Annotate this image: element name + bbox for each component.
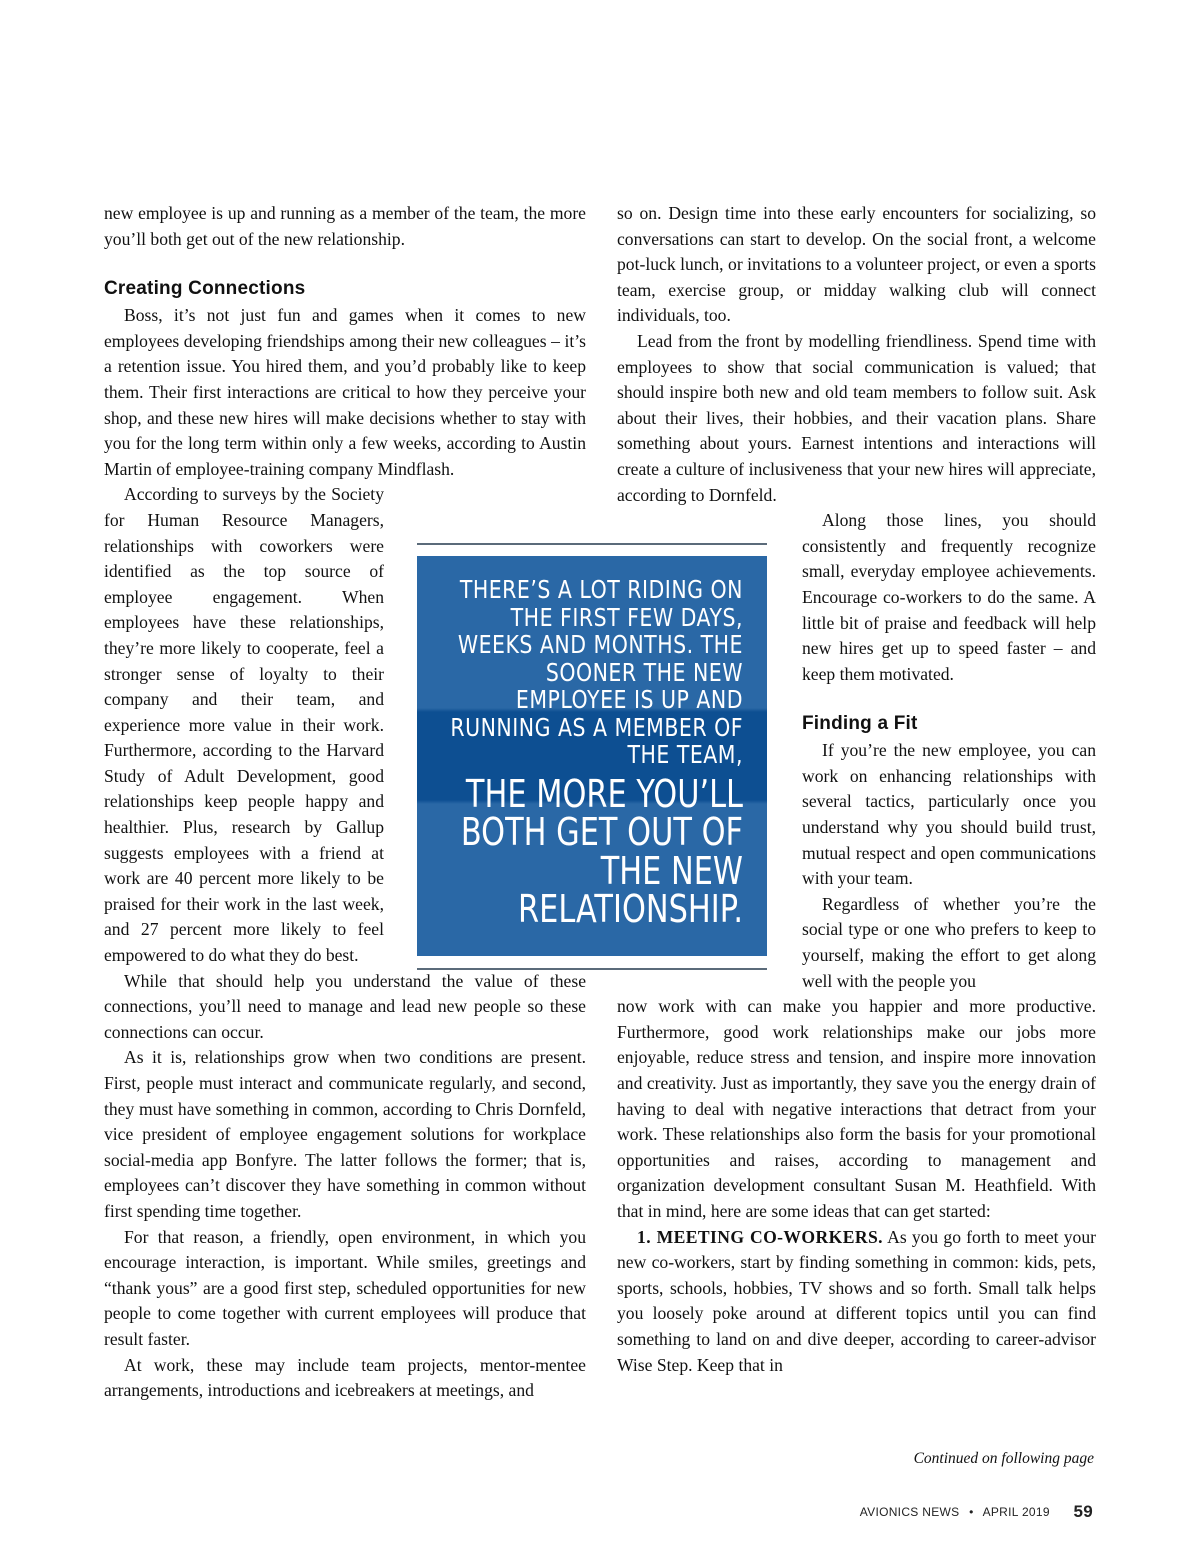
paragraph: According to surveys by the Society for Human Resource Managers, relationships with coworkers were identified as the top source of employee engagement. When employees have these relationships, they’re more likely to cooperate, feel a stronger sense of loyalty to their company and their team, and experience more value in their work. Furthermore, according to the Harvard Study of Adult Development, good relationships keep people happy and healthier. Plus, research by Gallup suggests employees with a friend at work are 40 percent more likely to be praised for their work in the last week, and 27 percent more likely to feel empowered to do what they do best. — [104, 484, 384, 966]
bullet-separator: • — [969, 1505, 974, 1519]
continued-note: Continued on following page — [913, 1450, 1094, 1467]
numbered-lead: 1. MEETING CO-WORKERS. — [637, 1226, 883, 1247]
issue-date: APRIL 2019 — [982, 1505, 1050, 1519]
page-number: 59 — [1073, 1502, 1093, 1521]
paragraph: While that should help you understand the value of these connections, you’ll need to manage and lead new people so these connections can occur. — [104, 970, 586, 1042]
pull-quote — [417, 543, 767, 970]
divider — [417, 968, 767, 970]
section-heading: Finding a Fit — [802, 713, 918, 735]
paragraph: At work, these may include team projects, mentor-mentee arrangements, introductions and icebreakers at meetings, and — [104, 1354, 586, 1401]
paragraph — [617, 1225, 1096, 1379]
page-footer — [860, 1502, 1093, 1522]
paragraph: As it is, relationships grow when two conditions are present. First, people must interact and communicate regularly, and second, they must have something in common, according to Chris Dornfeld, vice president of employee engagement solutions for workplace social-media app Bonfyre. The latter follows the former; that is, employees can’t discover they have something in common without first spending time together. — [104, 1047, 586, 1221]
divider — [417, 543, 767, 545]
paragraph-text: As you go forth to meet your new co-workers, start by finding something in common: kids, pets, sports, schools, hobbies, TV shows and so forth. Small talk helps you loosely poke around at different topics until you can find something to land on and dive deeper, according to career-advisor Wise Step. Keep that in — [617, 1226, 1096, 1375]
paragraph: Regardless of whether you’re the social type or one who prefers to keep to yourself, making the effort to get along well with the people you — [802, 893, 1096, 991]
pull-quote-box — [417, 556, 767, 956]
paragraph: Boss, it’s not just fun and games when it comes to new employees developing friendships among their new colleagues – it’s a retention issue. You hired them, and you’d probably like to keep them. Their first interactions are critical to how they perceive your shop, and these new hires will make decisions whether to stay with you for the long term within only a few weeks, according to Austin Martin of employee-training company Mindflash. — [104, 305, 586, 479]
paragraph: new employee is up and running as a member of the team, the more you’ll both get out of the new relationship. — [104, 203, 586, 249]
paragraph: If you’re the new employee, you can work on enhancing relationships with several tactics, particularly once you understand why you should build trust, mutual respect and open communications with your team. — [802, 740, 1096, 889]
section-heading: Creating Connections — [104, 278, 306, 300]
paragraph: Lead from the front by modelling friendliness. Spend time with employees to show that social communication is valued; that should inspire both new and old team members to follow suit. Ask about their lives, their hobbies, and their vacation plans. Share something about yours. Earnest intentions and interactions will create a culture of inclusiveness that your new hires will appreciate, according to Dornfeld. — [617, 330, 1096, 505]
paragraph: now work with can make you happier and more productive. Furthermore, good work relationships make our jobs more enjoyable, reduce stress and tension, and inspire more innovation and creativity. Just as importantly, they save you the energy drain of having to deal with negative interactions that detract from your work. These relationships also form the basis for your promotional opportunities and raises, according to management and organization development consultant Susan M. Heathfield. With that in mind, here are some ideas that can get started: — [617, 996, 1096, 1221]
pull-quote-big: THE MORE YOU’LL BOTH GET OUT OF THE NEW RELATIONSHIP. — [460, 771, 743, 931]
paragraph: so on. Design time into these early encounters for socializing, so conversations can start to develop. On the social front, a welcome pot-luck lunch, or invitations to a volunteer project, or even a sports team, exercise group, or midday walking club will connect individuals, too. — [617, 203, 1096, 326]
pull-quote-small: THERE’S A LOT RIDING ON THE FIRST FEW DAYS, WEEKS AND MONTHS. THE SOONER THE NEW EMPLOYEE IS UP AND RUNNING AS A MEMBER OF THE TEAM, — [450, 575, 743, 769]
pull-quote-text — [433, 576, 743, 929]
publication-name: AVIONICS NEWS — [859, 1505, 960, 1519]
paragraph: For that reason, a friendly, open environment, in which you encourage interaction, is important. While smiles, greetings and “thank yous” are a good first step, scheduled opportunities for new people to come together with current employees will produce that result faster. — [104, 1226, 586, 1349]
paragraph: Along those lines, you should consistently and frequently recognize small, everyday employee achievements. Encourage co-workers to do the same. A little bit of praise and feedback will help new hires get up to speed faster – and keep them motivated. — [802, 510, 1096, 684]
